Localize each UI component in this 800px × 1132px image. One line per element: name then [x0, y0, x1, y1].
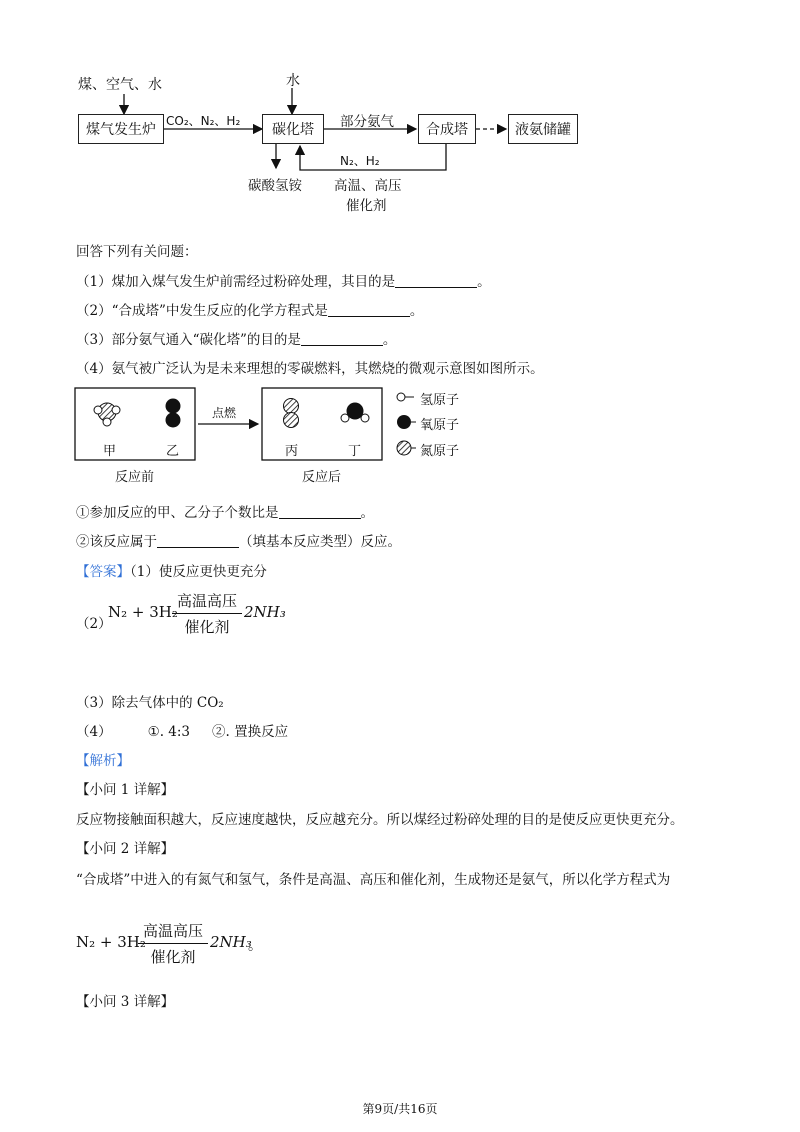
sub-question-1 [76, 501, 374, 521]
answer-tag: 【答案】 [76, 564, 130, 580]
analysis-heading-3: 【小问 3 详解】 [76, 994, 175, 1010]
answer-4-1: ①. 4:3 [147, 724, 191, 740]
answer-blank [279, 506, 361, 519]
arrow-label-ignite: 点燃 [212, 406, 237, 420]
question-2-text: （2）“合成塔”中发生反应的化学方程式是 [76, 303, 328, 319]
question-3 [76, 328, 396, 348]
answer-2-prefix: （2） [76, 616, 112, 632]
partial-ammonia-label: 部分氨气 [340, 114, 394, 130]
legend-nitrogen: 氮原子 [420, 444, 460, 459]
label-after: 反应后 [302, 470, 342, 485]
period: 。 [382, 332, 397, 348]
period: 。 [409, 303, 424, 319]
analysis-heading-1: 【小问 1 详解】 [76, 782, 175, 798]
analysis-paragraph-2: “合成塔”中进入的有氮气和氢气，条件是高温、高压和催化剂，生成物还是氨气，所以化学方程式为 [76, 872, 671, 888]
product-label: 碳酸氢铵 [248, 178, 302, 194]
sub-question-2 [76, 530, 401, 550]
legend-hydrogen: 氢原子 [420, 393, 460, 408]
recycle-gas-label: N₂、H₂ [340, 154, 380, 168]
sub-question-2-suffix: （填基本反应类型）反应。 [239, 534, 401, 550]
gas-label: CO₂、N₂、H₂ [166, 114, 241, 128]
answer-3: （3）除去气体中的 CO₂ [76, 695, 224, 711]
answer-blank [328, 304, 410, 317]
period: 。 [477, 274, 491, 290]
analysis-tag: 【解析】 [76, 753, 130, 769]
gasifier-box: 煤气发生炉 [78, 114, 164, 144]
question-1 [76, 270, 491, 290]
legend-oxygen: 氧原子 [420, 418, 460, 433]
answer-4-2: ②. 置换反应 [212, 724, 289, 740]
equation2-right: 2NH₃ [210, 933, 252, 951]
equation2-left: N₂ + 3H₂ [76, 933, 146, 951]
equation-conditions [172, 590, 242, 637]
answer-4 [76, 720, 288, 740]
coal-input-label: 煤、空气、水 [78, 77, 162, 93]
answer-blank [301, 333, 383, 346]
label-before: 反应前 [115, 470, 155, 485]
water-input-label: 水 [286, 73, 300, 89]
equation-left: N₂ + 3H₂ [108, 603, 178, 621]
sub-question-2-text: ②该反应属于 [76, 534, 157, 550]
label-jia: 甲 [103, 444, 117, 459]
page-footer: 第9页/共16页 [362, 1102, 438, 1116]
question-4: （4）氨气被广泛认为是未来理想的零碳燃料，其燃烧的微观示意图如图所示。 [76, 361, 544, 377]
condition-temperature-pressure: 高温、高压 [334, 178, 402, 194]
after-box [262, 388, 382, 460]
answer-blank [157, 535, 239, 548]
answer-4-prefix: （4） [76, 724, 112, 740]
intro-text: 回答下列有关问题： [76, 244, 198, 260]
equation2-condition-top: 高温高压 [138, 920, 208, 944]
analysis-paragraph-1: 反应物接触面积越大，反应速度越快，反应越充分。所以煤经过粉碎处理的目的是使反应更快更充分。 [76, 812, 684, 828]
analysis-heading-2: 【小问 2 详解】 [76, 841, 175, 857]
equation2-end: 。 [248, 938, 262, 954]
legend [397, 393, 416, 455]
question-1-text: （1）煤加入煤气发生炉前需经过粉碎处理，其目的是 [76, 274, 396, 290]
period: 。 [360, 505, 374, 521]
equation-condition-top: 高温高压 [172, 590, 242, 614]
condition-catalyst: 催化剂 [346, 198, 387, 214]
label-yi: 乙 [166, 444, 180, 459]
equation-right: 2NH₃ [244, 603, 286, 621]
carbonization-tower-box: 碳化塔 [262, 114, 324, 144]
answer-line-1 [76, 560, 267, 580]
synthesis-tower-box: 合成塔 [418, 114, 476, 144]
equation-condition-bottom: 催化剂 [184, 618, 230, 636]
answer-1: （1）使反应更快更充分 [130, 564, 267, 580]
sub-question-1-text: ①参加反应的甲、乙分子个数比是 [76, 505, 279, 521]
label-ding: 丁 [348, 444, 362, 459]
question-2 [76, 299, 423, 319]
answer-blank [395, 275, 477, 288]
equation2-condition-bottom: 催化剂 [150, 948, 196, 966]
ammonia-storage-box: 液氨储罐 [508, 114, 578, 144]
question-3-text: （3）部分氨气通入“碳化塔”的目的是 [76, 332, 301, 348]
equation2-conditions [138, 920, 208, 967]
label-bing: 丙 [285, 444, 299, 459]
